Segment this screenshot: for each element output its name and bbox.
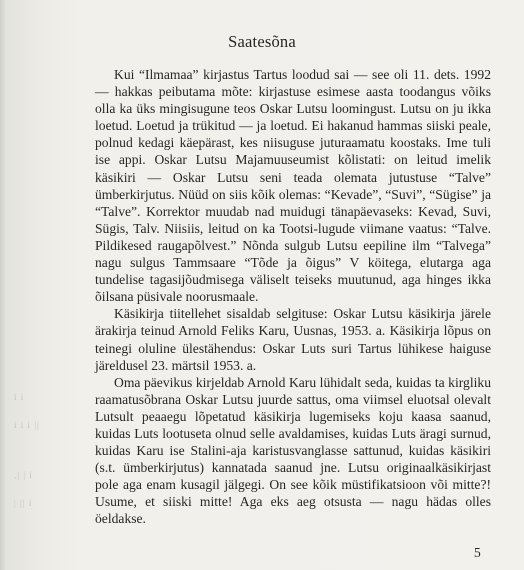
bleed-through-mark: ,| | i — [14, 470, 33, 480]
page-gutter-shadow — [0, 0, 6, 570]
page-title: Saatesõna — [228, 32, 296, 51]
bleed-through-mark: i i i || — [14, 420, 40, 430]
bleed-through-mark: i i — [14, 392, 25, 402]
body-text — [95, 66, 491, 528]
paragraph-2: Käsikirja tiitellehet sisaldab selgituse: Oskar Lutsu käsikirja järele ärakirja teinud Arnold Feliks Karu, Uusnas, 1953. a. Käsikirja lõpus on teinegi oluline ülestähendus: Oskar Luts suri Tartus lühikese haiguse järeldusel 23. märtsil 1953. a. — [95, 306, 491, 373]
paragraph-3: Oma päevikus kirjeldab Arnold Karu lühidalt seda, kuidas ta kirgliku raamatusõbrana Oskar Lutsu juurde sattus, oma viimsel eluotsal olevalt Lutsult peaaegu lõpetatud käsikirja lugemiseks koju kaasa saanud, kuidas Luts lootuseta olnud selle avaldamises, kuidas Luts äragi surnud, kuidas Karu ise Stalini-aja karistusvanglasse sattunud, kuidas käsikiri (s.t. ümberkirjutus) kannatada saanud jne. Lutsu originaalkäsikirjast pole aga enam kusagil jälgegi. On see kõik müstifikatsioon või mitte?! Usume, et siiski mitte! Aga eks aeg otsusta — nagu hädas olles öeldakse. — [95, 374, 491, 527]
paragraph-1: Kui “Ilmamaa” kirjastus Tartus loodud sai — see oli 11. dets. 1992 — hakkas peibutama mõte: kirjastuse esimese aasta toodangus võiks olla ka üks mingisugune teos Oskar Lutsu loomingust. Lutsu on ju ikka loetud. Loetud ja trükitud — ja loetud. Ei hakanud hammas siiski peale, polnud kedagi käepärast, kes niisuguse juturaamatu koostaks. Ime tuli ise appi. Oskar Lutsu Majamuuseumist kõlistati: on leitud imelik käsikiri — Oskar Lutsu seni teada olemata jutustuse “Talve” ümberkirjutus. Nüüd on siis kõik olemas: “Kevade”, “Suvi”, “Sügise” ja “Talve”. Korrektor muudab nad muidugi tänapäevaseks: Kevad, Suvi, Sügis, Talv. Niisiis, leitud on ka Tootsi-lugude viimane vaatus: “Talve. Pildikesed raugapõlvest.” Nõnda sulgub Lutsu eepiline ilm “Talvega” nagu sulgus Tammsaare “Tõde ja õigus” V köitega, elutarga aga tundelise tagasijõudmisega väliselt teiseks muutunud, aga hinges ikka õilsana püsivale noorusmaale. — [95, 67, 491, 305]
page-number: 5 — [474, 545, 481, 560]
bleed-through-mark: | || i — [14, 498, 33, 508]
